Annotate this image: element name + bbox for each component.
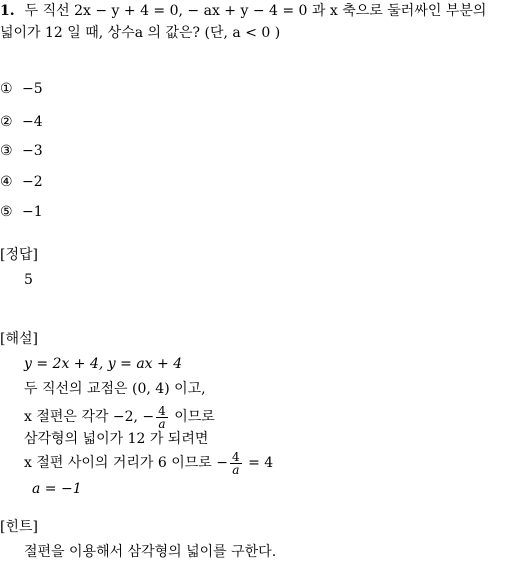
solution-line-1: y = 2x + 4, y = ax + 4 xyxy=(24,356,183,372)
choice-2[interactable] xyxy=(0,113,43,131)
choice-5-mark: ⑤ xyxy=(0,204,13,220)
solution-line-4: 삼각형의 넓이가 12 가 되려면 xyxy=(24,431,209,447)
fraction-numerator: 4 xyxy=(158,403,166,418)
question-line-2 xyxy=(0,24,280,42)
solution-line-5-fraction xyxy=(230,451,242,476)
choice-1-mark: ① xyxy=(0,81,13,97)
fraction-numerator: 4 xyxy=(232,449,240,464)
answer-label: [정답] xyxy=(0,247,38,263)
solution-line-6: a = −1 xyxy=(32,481,82,497)
solution-line-2: 두 직선의 교점은 (0, 4) 이고, xyxy=(24,381,206,397)
solution-line-5-post: = 4 xyxy=(243,455,274,471)
choice-5-value: −1 xyxy=(22,204,43,220)
hint-label: [힌트] xyxy=(0,519,38,535)
question-number: 1. xyxy=(0,3,15,19)
solution-line-3 xyxy=(24,400,215,434)
hint-text: 절편을 이용해서 삼각형의 넓이를 구한다. xyxy=(24,544,277,560)
choice-3[interactable] xyxy=(0,142,43,160)
question-line-1 xyxy=(0,2,486,20)
choice-1[interactable] xyxy=(0,80,43,98)
solution-line-5-pre: x 절편 사이의 거리가 6 이므로 − xyxy=(24,455,228,471)
choice-2-mark: ② xyxy=(0,114,13,130)
question-text-line-1: 두 직선 2x − y + 4 = 0, − ax + y − 4 = 0 과 x 축으로 둘러싸인 부분의 xyxy=(24,3,487,19)
choice-4[interactable] xyxy=(0,173,43,191)
choice-4-value: −2 xyxy=(22,174,43,190)
choice-1-value: −5 xyxy=(22,81,43,97)
solution-line-3-fraction xyxy=(156,405,168,430)
answer-value: 5 xyxy=(24,272,33,288)
solution-line-5 xyxy=(24,446,273,480)
choice-4-mark: ④ xyxy=(0,174,13,190)
solution-label: [해설] xyxy=(0,331,38,347)
fraction-denominator: a xyxy=(158,416,166,431)
solution-line-3-post: 이므로 xyxy=(169,409,215,425)
fraction-denominator: a xyxy=(232,462,240,477)
choice-3-mark: ③ xyxy=(0,143,13,159)
choice-3-value: −3 xyxy=(22,143,43,159)
choice-2-value: −4 xyxy=(22,114,43,130)
question-text-line-2: 넓이가 12 일 때, 상수a 의 값은? (단, a < 0 ) xyxy=(0,25,281,41)
choice-5[interactable] xyxy=(0,203,43,221)
solution-line-3-pre: x 절편은 각각 −2, − xyxy=(24,409,155,425)
